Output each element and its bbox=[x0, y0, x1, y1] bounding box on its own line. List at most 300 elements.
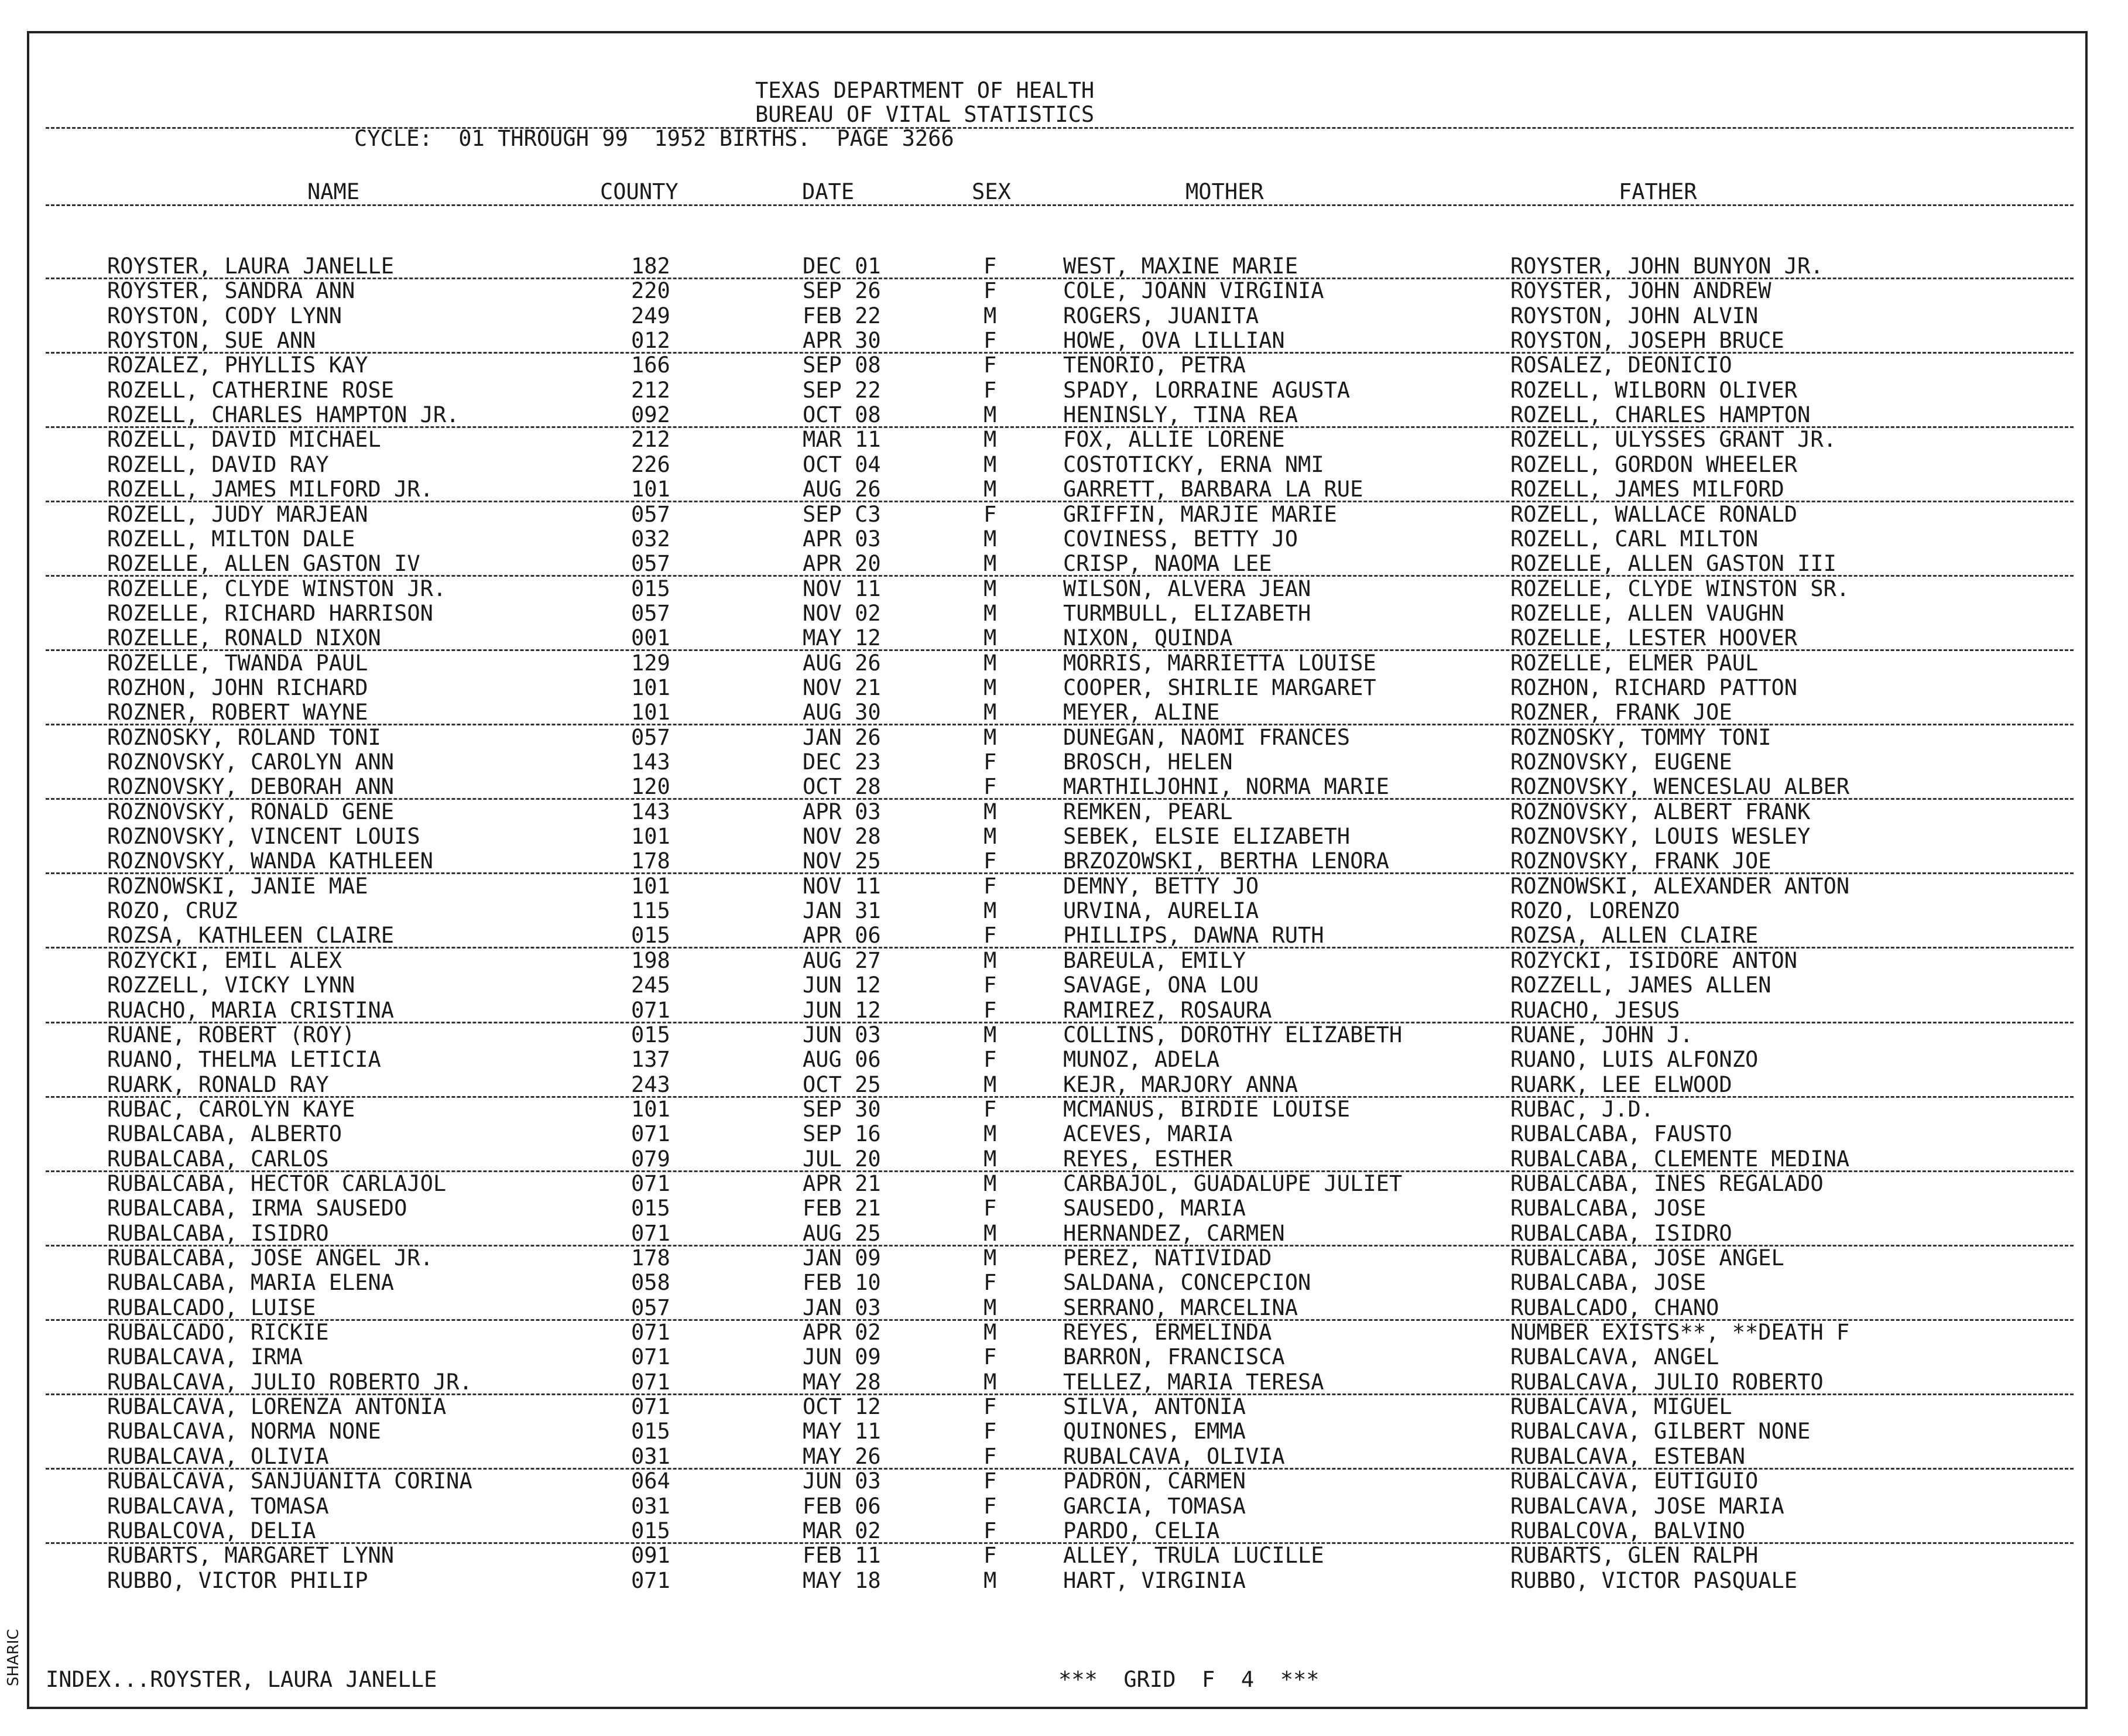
cycle-line: CYCLE: 01 THROUGH 99 1952 BIRTHS. PAGE 3266 bbox=[354, 126, 954, 151]
table-row bbox=[29, 1395, 2085, 1419]
record-county: 058 bbox=[631, 1270, 670, 1296]
record-father: RUBALCABA, JOSE bbox=[1510, 1270, 1706, 1296]
table-row bbox=[29, 1444, 2085, 1469]
record-county: 071 bbox=[631, 1320, 670, 1345]
table-row bbox=[29, 527, 2085, 552]
record-date: DEC 01 bbox=[803, 254, 881, 279]
record-sex: M bbox=[984, 402, 997, 428]
record-name: ROZELL, JAMES MILFORD JR. bbox=[107, 477, 433, 502]
record-name: ROZNOVSKY, DEBORAH ANN bbox=[107, 774, 395, 800]
record-mother: COSTOTICKY, ERNA NMI bbox=[1063, 451, 1324, 477]
record-date: SEP 16 bbox=[803, 1121, 881, 1147]
record-name: ROZELLE, CLYDE WINSTON JR. bbox=[107, 576, 447, 601]
record-date: APR 06 bbox=[803, 923, 881, 949]
table-row bbox=[29, 949, 2085, 973]
record-father: ROZNOVSKY, WENCESLAU ALBER bbox=[1510, 774, 1850, 800]
record-county: 057 bbox=[631, 600, 670, 626]
record-sex: M bbox=[984, 1295, 997, 1320]
record-date: APR 03 bbox=[803, 526, 881, 552]
margin-label: SHARIC bbox=[5, 1629, 22, 1686]
record-date: JUN 03 bbox=[803, 1468, 881, 1494]
column-header-sex: SEX bbox=[972, 179, 1011, 204]
record-county: 101 bbox=[631, 700, 670, 725]
record-date: JAN 26 bbox=[803, 724, 881, 750]
table-row bbox=[29, 651, 2085, 676]
record-date: AUG 27 bbox=[803, 947, 881, 973]
record-county: 057 bbox=[631, 1295, 670, 1320]
record-sex: F bbox=[984, 923, 997, 949]
record-name: RUBALCAVA, JULIO ROBERTO JR. bbox=[107, 1369, 472, 1395]
record-mother: DUNEGAN, NAOMI FRANCES bbox=[1063, 724, 1351, 750]
record-date: NOV 11 bbox=[803, 873, 881, 899]
record-county: 129 bbox=[631, 650, 670, 676]
record-county: 115 bbox=[631, 898, 670, 924]
record-father: RUBALCABA, JOSE ANGEL bbox=[1510, 1245, 1784, 1271]
record-mother: WEST, MAXINE MARIE bbox=[1063, 254, 1298, 279]
record-date: SEP 26 bbox=[803, 278, 881, 304]
table-row bbox=[29, 601, 2085, 626]
record-sex: F bbox=[984, 1468, 997, 1494]
record-sex: F bbox=[984, 848, 997, 874]
record-date: JAN 03 bbox=[803, 1295, 881, 1320]
record-mother: SEBEK, ELSIE ELIZABETH bbox=[1063, 824, 1351, 850]
record-father: ROZNOVSKY, EUGENE bbox=[1510, 749, 1732, 775]
record-name: RUBARTS, MARGARET LYNN bbox=[107, 1543, 395, 1569]
table-row bbox=[29, 1221, 2085, 1246]
record-father: RUBALCOVA, BALVINO bbox=[1510, 1518, 1745, 1543]
table-row bbox=[29, 427, 2085, 452]
record-mother: REMKEN, PEARL bbox=[1063, 799, 1233, 824]
record-mother: TENORIO, PETRA bbox=[1063, 352, 1246, 378]
record-county: 198 bbox=[631, 947, 670, 973]
table-row bbox=[29, 973, 2085, 998]
record-mother: ROGERS, JUANITA bbox=[1063, 303, 1259, 328]
record-sex: M bbox=[984, 526, 997, 552]
record-father: RUACHO, JESUS bbox=[1510, 997, 1680, 1023]
record-father: ROYSTON, JOSEPH BRUCE bbox=[1510, 328, 1784, 354]
vital-statistics-page bbox=[27, 31, 2088, 1709]
record-name: RUBALCAVA, LORENZA ANTONIA bbox=[107, 1394, 447, 1420]
record-sex: M bbox=[984, 898, 997, 924]
record-mother: QUINONES, EMMA bbox=[1063, 1419, 1246, 1444]
record-sex: M bbox=[984, 799, 997, 824]
record-mother: MCMANUS, BIRDIE LOUISE bbox=[1063, 1096, 1351, 1122]
record-date: FEB 11 bbox=[803, 1543, 881, 1569]
record-father: ROZNOVSKY, ALBERT FRANK bbox=[1510, 799, 1811, 824]
record-sex: M bbox=[984, 674, 997, 700]
record-name: ROZELL, CATHERINE ROSE bbox=[107, 377, 395, 403]
record-name: ROZELL, DAVID MICHAEL bbox=[107, 427, 381, 453]
record-date: NOV 21 bbox=[803, 674, 881, 700]
record-father: RUBALCABA, ISIDRO bbox=[1510, 1220, 1732, 1246]
record-county: 071 bbox=[631, 997, 670, 1023]
record-mother: RUBALCAVA, OLIVIA bbox=[1063, 1443, 1285, 1469]
record-date: FEB 22 bbox=[803, 303, 881, 328]
record-sex: M bbox=[984, 1121, 997, 1147]
record-name: ROZHON, JOHN RICHARD bbox=[107, 674, 368, 700]
record-mother: URVINA, AURELIA bbox=[1063, 898, 1259, 924]
record-date: OCT 04 bbox=[803, 451, 881, 477]
record-date: JUN 12 bbox=[803, 997, 881, 1023]
record-name: ROZNOVSKY, WANDA KATHLEEN bbox=[107, 848, 433, 874]
record-father: ROSALEZ, DEONICIO bbox=[1510, 352, 1732, 378]
record-county: 015 bbox=[631, 923, 670, 949]
record-sex: M bbox=[984, 650, 997, 676]
table-row bbox=[29, 1172, 2085, 1196]
record-name: RUBALCOVA, DELIA bbox=[107, 1518, 316, 1543]
record-father: RUBALCAVA, JOSE MARIA bbox=[1510, 1493, 1784, 1519]
record-father: ROYSTER, JOHN BUNYON JR. bbox=[1510, 254, 1824, 279]
record-date: AUG 26 bbox=[803, 477, 881, 502]
record-county: 101 bbox=[631, 873, 670, 899]
record-name: ROZYCKI, EMIL ALEX bbox=[107, 947, 342, 973]
record-mother: COVINESS, BETTY JO bbox=[1063, 526, 1298, 552]
record-sex: F bbox=[984, 278, 997, 304]
record-date: AUG 26 bbox=[803, 650, 881, 676]
record-father: RUBALCABA, CLEMENTE MEDINA bbox=[1510, 1146, 1850, 1172]
record-date: MAY 11 bbox=[803, 1419, 881, 1444]
record-mother: SAVAGE, ONA LOU bbox=[1063, 973, 1259, 998]
record-county: 015 bbox=[631, 1419, 670, 1444]
record-mother: ACEVES, MARIA bbox=[1063, 1121, 1233, 1147]
record-father: RUBAC, J.D. bbox=[1510, 1096, 1654, 1122]
record-name: RUBALCAVA, IRMA bbox=[107, 1344, 303, 1370]
record-county: 064 bbox=[631, 1468, 670, 1494]
record-father: ROZELL, WILBORN OLIVER bbox=[1510, 377, 1798, 403]
record-sex: F bbox=[984, 352, 997, 378]
table-row bbox=[29, 1097, 2085, 1122]
record-father: RUBALCAVA, MIGUEL bbox=[1510, 1394, 1732, 1420]
record-sex: M bbox=[984, 427, 997, 453]
record-county: 001 bbox=[631, 625, 670, 651]
record-county: 071 bbox=[631, 1220, 670, 1246]
record-sex: M bbox=[984, 1245, 997, 1271]
record-name: RUBALCABA, ISIDRO bbox=[107, 1220, 329, 1246]
record-father: ROZELLE, ELMER PAUL bbox=[1510, 650, 1759, 676]
record-sex: M bbox=[984, 600, 997, 626]
record-mother: CARBAJOL, GUADALUPE JULIET bbox=[1063, 1170, 1403, 1196]
record-mother: GARRETT, BARBARA LA RUE bbox=[1063, 477, 1363, 502]
record-date: MAY 26 bbox=[803, 1443, 881, 1469]
record-mother: HERNANDEZ, CARMEN bbox=[1063, 1220, 1285, 1246]
record-date: FEB 10 bbox=[803, 1270, 881, 1296]
record-county: 071 bbox=[631, 1394, 670, 1420]
table-row bbox=[29, 998, 2085, 1023]
record-date: NOV 28 bbox=[803, 824, 881, 850]
record-date: JAN 09 bbox=[803, 1245, 881, 1271]
record-date: AUG 25 bbox=[803, 1220, 881, 1246]
record-county: 143 bbox=[631, 799, 670, 824]
record-name: RUBALCABA, MARIA ELENA bbox=[107, 1270, 395, 1296]
record-county: 031 bbox=[631, 1443, 670, 1469]
record-father: ROZSA, ALLEN CLAIRE bbox=[1510, 923, 1759, 949]
record-name: ROZNER, ROBERT WAYNE bbox=[107, 700, 368, 725]
record-name: RUACHO, MARIA CRISTINA bbox=[107, 997, 395, 1023]
record-mother: ALLEY, TRULA LUCILLE bbox=[1063, 1543, 1324, 1569]
record-date: OCT 08 bbox=[803, 402, 881, 428]
record-name: RUBALCABA, CARLOS bbox=[107, 1146, 329, 1172]
record-name: RUBBO, VICTOR PHILIP bbox=[107, 1567, 368, 1593]
record-father: ROZNOWSKI, ALEXANDER ANTON bbox=[1510, 873, 1850, 899]
record-name: RUBALCAVA, SANJUANITA CORINA bbox=[107, 1468, 472, 1494]
table-row bbox=[29, 1073, 2085, 1097]
record-sex: M bbox=[984, 1220, 997, 1246]
record-county: 091 bbox=[631, 1543, 670, 1569]
record-mother: REYES, ESTHER bbox=[1063, 1146, 1233, 1172]
table-row bbox=[29, 1569, 2085, 1593]
table-row bbox=[29, 1469, 2085, 1494]
record-father: RUARK, LEE ELWOOD bbox=[1510, 1071, 1732, 1097]
record-county: 101 bbox=[631, 824, 670, 850]
record-date: SEP 22 bbox=[803, 377, 881, 403]
column-header-mother: MOTHER bbox=[1185, 179, 1264, 204]
record-mother: FOX, ALLIE LORENE bbox=[1063, 427, 1285, 453]
record-name: RUBALCAVA, OLIVIA bbox=[107, 1443, 329, 1469]
record-sex: F bbox=[984, 254, 997, 279]
record-date: AUG 06 bbox=[803, 1047, 881, 1073]
record-county: 015 bbox=[631, 1196, 670, 1221]
record-sex: F bbox=[984, 1493, 997, 1519]
record-mother: SAUSEDO, MARIA bbox=[1063, 1196, 1246, 1221]
record-name: ROZELLE, RICHARD HARRISON bbox=[107, 600, 433, 626]
record-sex: M bbox=[984, 1022, 997, 1047]
record-name: RUBALCABA, JOSE ANGEL JR. bbox=[107, 1245, 433, 1271]
record-name: RUBALCAVA, TOMASA bbox=[107, 1493, 329, 1519]
record-mother: COOPER, SHIRLIE MARGARET bbox=[1063, 674, 1376, 700]
record-father: RUBALCAVA, ANGEL bbox=[1510, 1344, 1719, 1370]
record-county: 245 bbox=[631, 973, 670, 998]
record-sex: M bbox=[984, 551, 997, 577]
record-county: 212 bbox=[631, 427, 670, 453]
record-county: 071 bbox=[631, 1170, 670, 1196]
record-sex: F bbox=[984, 1047, 997, 1073]
table-row bbox=[29, 1246, 2085, 1271]
record-name: RUBALCAVA, NORMA NONE bbox=[107, 1419, 381, 1444]
table-row bbox=[29, 1047, 2085, 1072]
record-mother: COLE, JOANN VIRGINIA bbox=[1063, 278, 1324, 304]
record-mother: MARTHILJOHNI, NORMA MARIE bbox=[1063, 774, 1389, 800]
table-row bbox=[29, 1271, 2085, 1295]
table-row bbox=[29, 1494, 2085, 1519]
record-date: FEB 21 bbox=[803, 1196, 881, 1221]
record-name: ROZELL, DAVID RAY bbox=[107, 451, 329, 477]
record-county: 178 bbox=[631, 848, 670, 874]
record-father: ROZELL, GORDON WHEELER bbox=[1510, 451, 1798, 477]
record-mother: CRISP, NAOMA LEE bbox=[1063, 551, 1272, 577]
record-name: ROZNOVSKY, RONALD GENE bbox=[107, 799, 395, 824]
record-sex: F bbox=[984, 1344, 997, 1370]
record-sex: M bbox=[984, 625, 997, 651]
record-county: 182 bbox=[631, 254, 670, 279]
table-row bbox=[29, 725, 2085, 750]
table-row bbox=[29, 1345, 2085, 1369]
table-row bbox=[29, 254, 2085, 279]
record-father: ROYSTON, JOHN ALVIN bbox=[1510, 303, 1759, 328]
table-row bbox=[29, 626, 2085, 650]
record-father: ROYSTER, JOHN ANDREW bbox=[1510, 278, 1771, 304]
header-divider bbox=[46, 127, 2074, 129]
record-father: RUBALCABA, INES REGALADO bbox=[1510, 1170, 1824, 1196]
record-mother: SALDANA, CONCEPCION bbox=[1063, 1270, 1311, 1296]
record-sex: M bbox=[984, 1369, 997, 1395]
record-father: RUBALCAVA, GILBERT NONE bbox=[1510, 1419, 1811, 1444]
column-header-name: NAME bbox=[307, 179, 360, 204]
record-date: SEP 08 bbox=[803, 352, 881, 378]
record-date: MAY 18 bbox=[803, 1567, 881, 1593]
bureau-title: BUREAU OF VITAL STATISTICS bbox=[755, 102, 1095, 127]
record-sex: M bbox=[984, 947, 997, 973]
record-county: 092 bbox=[631, 402, 670, 428]
record-date: MAY 28 bbox=[803, 1369, 881, 1395]
record-mother: DEMNY, BETTY JO bbox=[1063, 873, 1259, 899]
record-sex: M bbox=[984, 303, 997, 328]
record-father: RUBBO, VICTOR PASQUALE bbox=[1510, 1567, 1798, 1593]
table-row bbox=[29, 874, 2085, 899]
record-county: 071 bbox=[631, 1344, 670, 1370]
record-sex: M bbox=[984, 1071, 997, 1097]
record-sex: F bbox=[984, 997, 997, 1023]
record-sex: M bbox=[984, 451, 997, 477]
record-name: RUANE, ROBERT (ROY) bbox=[107, 1022, 355, 1047]
table-row bbox=[29, 378, 2085, 403]
table-row bbox=[29, 899, 2085, 923]
table-row bbox=[29, 700, 2085, 725]
record-date: JUN 09 bbox=[803, 1344, 881, 1370]
record-father: ROZNOVSKY, FRANK JOE bbox=[1510, 848, 1771, 874]
table-row bbox=[29, 1519, 2085, 1543]
column-header-father: FATHER bbox=[1619, 179, 1697, 204]
table-row bbox=[29, 750, 2085, 775]
record-date: JUN 12 bbox=[803, 973, 881, 998]
record-county: 120 bbox=[631, 774, 670, 800]
table-row bbox=[29, 403, 2085, 427]
record-name: RUARK, RONALD RAY bbox=[107, 1071, 329, 1097]
record-father: RUBALCAVA, JULIO ROBERTO bbox=[1510, 1369, 1824, 1395]
record-county: 166 bbox=[631, 352, 670, 378]
record-sex: F bbox=[984, 1096, 997, 1122]
column-header-row bbox=[29, 180, 2085, 204]
column-header-divider bbox=[46, 204, 2074, 206]
record-county: 226 bbox=[631, 451, 670, 477]
record-mother: COLLINS, DOROTHY ELIZABETH bbox=[1063, 1022, 1403, 1047]
record-date: NOV 02 bbox=[803, 600, 881, 626]
record-sex: M bbox=[984, 1170, 997, 1196]
record-county: 243 bbox=[631, 1071, 670, 1097]
record-sex: F bbox=[984, 1419, 997, 1444]
record-mother: HART, VIRGINIA bbox=[1063, 1567, 1246, 1593]
record-mother: RAMIREZ, ROSAURA bbox=[1063, 997, 1272, 1023]
table-row bbox=[29, 353, 2085, 378]
record-county: 015 bbox=[631, 576, 670, 601]
record-mother: KEJR, MARJORY ANNA bbox=[1063, 1071, 1298, 1097]
table-row bbox=[29, 552, 2085, 576]
record-date: OCT 28 bbox=[803, 774, 881, 800]
table-row bbox=[29, 849, 2085, 874]
record-mother: GRIFFIN, MARJIE MARIE bbox=[1063, 501, 1337, 527]
record-father: ROZELL, CHARLES HAMPTON bbox=[1510, 402, 1811, 428]
record-mother: MEYER, ALINE bbox=[1063, 700, 1220, 725]
record-date: SEP 30 bbox=[803, 1096, 881, 1122]
record-mother: NIXON, QUINDA bbox=[1063, 625, 1233, 651]
record-father: RUBALCABA, JOSE bbox=[1510, 1196, 1706, 1221]
record-mother: SERRANO, MARCELINA bbox=[1063, 1295, 1298, 1320]
record-mother: PARDO, CELIA bbox=[1063, 1518, 1220, 1543]
record-county: 178 bbox=[631, 1245, 670, 1271]
record-father: RUBALCAVA, EUTIGUIO bbox=[1510, 1468, 1759, 1494]
record-father: ROZELL, CARL MILTON bbox=[1510, 526, 1759, 552]
table-row bbox=[29, 577, 2085, 601]
record-father: RUBALCADO, CHANO bbox=[1510, 1295, 1719, 1320]
agency-title: TEXAS DEPARTMENT OF HEALTH bbox=[755, 78, 1095, 103]
record-father: ROZNOSKY, TOMMY TONI bbox=[1510, 724, 1771, 750]
record-name: ROZELLE, ALLEN GASTON IV bbox=[107, 551, 420, 577]
record-name: RUBALCADO, LUISE bbox=[107, 1295, 316, 1320]
record-sex: F bbox=[984, 1270, 997, 1296]
record-mother: HOWE, OVA LILLIAN bbox=[1063, 328, 1285, 354]
record-father: RUBALCAVA, ESTEBAN bbox=[1510, 1443, 1745, 1469]
record-mother: PADRON, CARMEN bbox=[1063, 1468, 1246, 1494]
record-name: ROZNOSKY, ROLAND TONI bbox=[107, 724, 381, 750]
record-sex: F bbox=[984, 873, 997, 899]
record-county: 012 bbox=[631, 328, 670, 354]
table-row bbox=[29, 1296, 2085, 1320]
record-father: ROZELL, WALLACE RONALD bbox=[1510, 501, 1798, 527]
record-county: 071 bbox=[631, 1567, 670, 1593]
record-date: MAR 02 bbox=[803, 1518, 881, 1543]
record-date: SEP C3 bbox=[803, 501, 881, 527]
record-sex: M bbox=[984, 1320, 997, 1345]
record-name: ROZO, CRUZ bbox=[107, 898, 238, 924]
record-sex: F bbox=[984, 973, 997, 998]
record-date: DEC 23 bbox=[803, 749, 881, 775]
table-row bbox=[29, 1147, 2085, 1172]
record-father: ROZZELL, JAMES ALLEN bbox=[1510, 973, 1771, 998]
record-county: 212 bbox=[631, 377, 670, 403]
record-county: 031 bbox=[631, 1493, 670, 1519]
record-county: 101 bbox=[631, 1096, 670, 1122]
record-sex: F bbox=[984, 328, 997, 354]
record-father: ROZELLE, CLYDE WINSTON SR. bbox=[1510, 576, 1850, 601]
table-row bbox=[29, 477, 2085, 502]
record-date: APR 03 bbox=[803, 799, 881, 824]
record-father: ROZELL, JAMES MILFORD bbox=[1510, 477, 1784, 502]
table-row bbox=[29, 328, 2085, 353]
record-sex: M bbox=[984, 824, 997, 850]
record-date: MAY 12 bbox=[803, 625, 881, 651]
record-sex: F bbox=[984, 774, 997, 800]
record-date: JUL 20 bbox=[803, 1146, 881, 1172]
record-mother: MORRIS, MARRIETTA LOUISE bbox=[1063, 650, 1376, 676]
record-mother: HENINSLY, TINA REA bbox=[1063, 402, 1298, 428]
table-row bbox=[29, 1023, 2085, 1047]
record-county: 220 bbox=[631, 278, 670, 304]
record-name: RUBALCADO, RICKIE bbox=[107, 1320, 329, 1345]
record-name: ROZNOVSKY, CAROLYN ANN bbox=[107, 749, 395, 775]
table-row bbox=[29, 502, 2085, 527]
record-county: 032 bbox=[631, 526, 670, 552]
record-sex: F bbox=[984, 377, 997, 403]
record-father: ROZYCKI, ISIDORE ANTON bbox=[1510, 947, 1798, 973]
record-county: 249 bbox=[631, 303, 670, 328]
record-father: ROZELLE, ALLEN VAUGHN bbox=[1510, 600, 1784, 626]
column-header-county: COUNTY bbox=[600, 179, 679, 204]
record-mother: MUNOZ, ADELA bbox=[1063, 1047, 1220, 1073]
record-sex: F bbox=[984, 501, 997, 527]
record-name: ROZELL, CHARLES HAMPTON JR. bbox=[107, 402, 460, 428]
table-row bbox=[29, 1122, 2085, 1146]
record-date: APR 02 bbox=[803, 1320, 881, 1345]
record-father: ROZNER, FRANK JOE bbox=[1510, 700, 1732, 725]
